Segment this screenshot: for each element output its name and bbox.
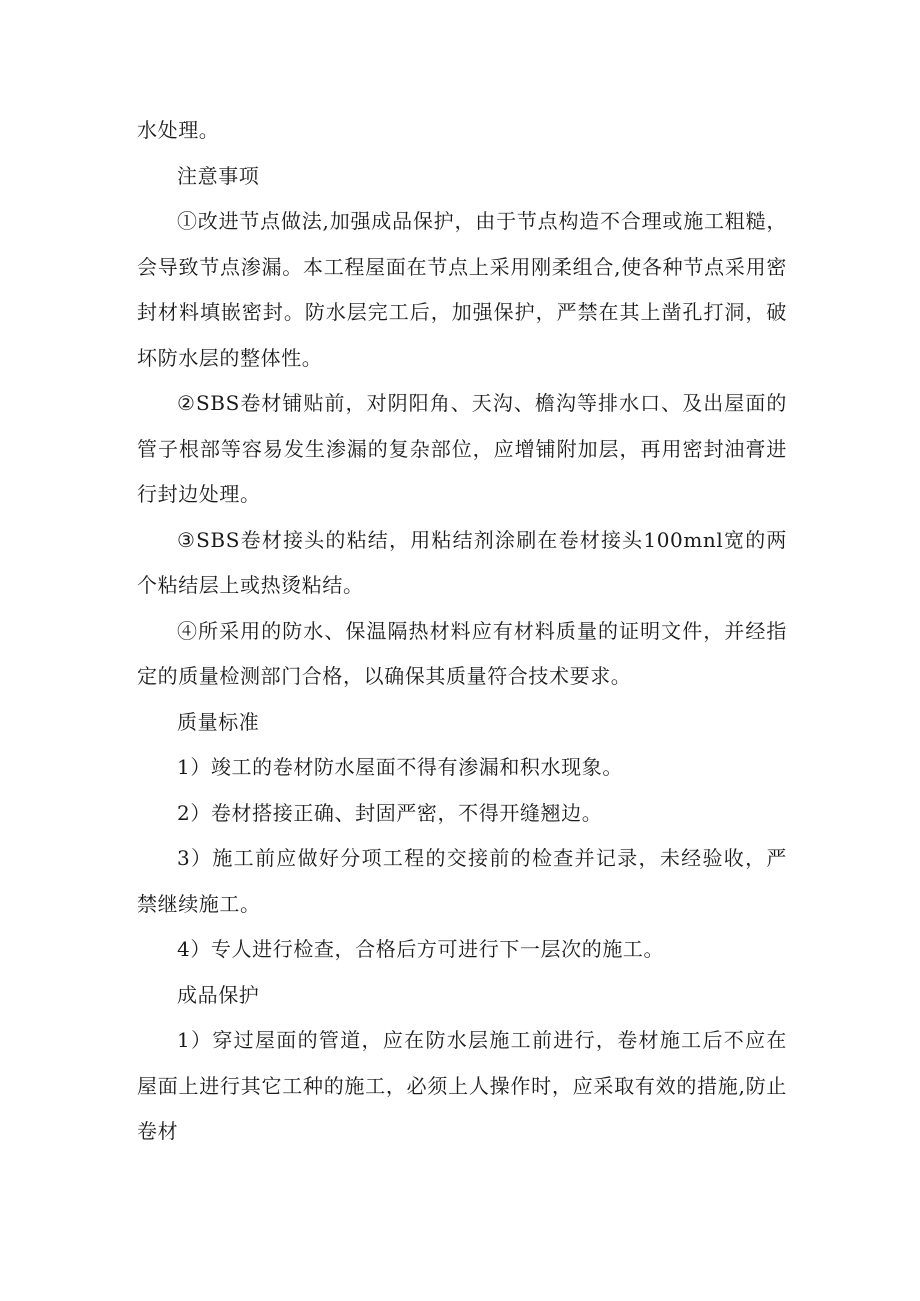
section-heading-quality-standards: 质量标准: [177, 709, 260, 734]
section-heading-product-protection: 成品保护: [177, 982, 260, 1007]
paragraph-quality-2: 2）卷材搭接正确、封固严密，不得开缝翘边。: [177, 800, 603, 825]
section-heading-precautions: 注意事项: [177, 163, 260, 188]
paragraph-protection-1: 1）穿过屋面的管道，应在防水层施工前进行，卷材施工后不应在屋面上进行其它工种的施工，必须上人操作时，应采取有效的措施,防止卷材: [137, 1028, 787, 1143]
paragraph-precaution-4: ④所采用的防水、保温隔热材料应有材料质量的证明文件，并经指定的质量检测部门合格，以确保其质量符合技术要求。: [137, 618, 787, 688]
paragraph-quality-4: 4）专人进行检查，合格后方可进行下一层次的施工。: [177, 937, 665, 961]
paragraph-continuation: 水处理。: [137, 118, 220, 142]
paragraph-quality-1: 1）竣工的卷材防水屋面不得有渗漏和积水现象。: [177, 755, 623, 779]
paragraph-precaution-1: ①改进节点做法,加强成品保护，由于节点构造不合理或施工粗糙，会导致节点渗漏。本工程屋面在节点上采用刚柔组合,使各种节点采用密封材料填嵌密封。防水层完工后，加强保护，严禁在其上凿孔打洞，破坏防水层的整体性。: [137, 209, 787, 370]
paragraph-quality-3: 3）施工前应做好分项工程的交接前的检查并记录，未经验收，严禁继续施工。: [137, 846, 787, 916]
paragraph-precaution-3: ③SBS卷材接头的粘结，用粘结剂涂刷在卷材接头100mnl宽的两个粘结层上或热烫粘结。: [137, 527, 787, 597]
document-body: [137, 108, 787, 1155]
paragraph-precaution-2: ②SBS卷材铺贴前，对阴阳角、天沟、檐沟等排水口、及出屋面的管子根部等容易发生渗漏的复杂部位，应增铺附加层，再用密封油膏进行封边处理。: [137, 391, 787, 506]
